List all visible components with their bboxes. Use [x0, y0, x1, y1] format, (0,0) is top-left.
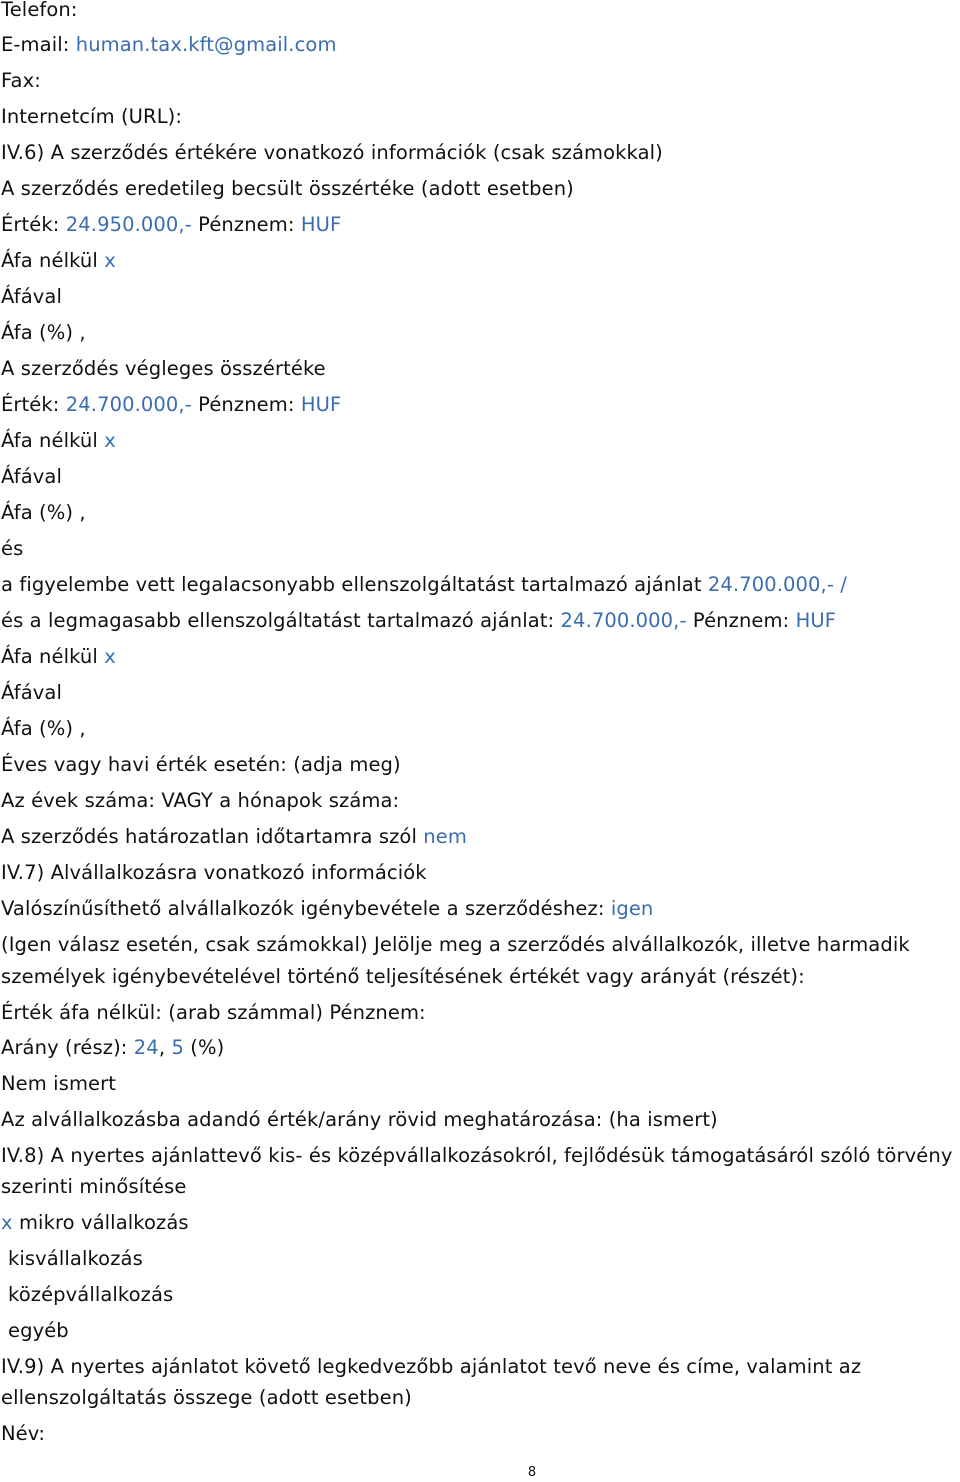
email-line	[1, 33, 337, 57]
name-line: Név:	[1, 1422, 46, 1445]
section-iv9-heading-line-1: IV.9) A nyertes ajánlatot követő legkedvezőbb ajánlatot tevő neve és címe, valamint az	[1, 1355, 862, 1378]
section-iv7-heading: IV.7) Alvállalkozásra vonatkozó információk	[1, 861, 427, 884]
indefinite-term-value: nem	[423, 825, 467, 848]
ratio-separator: ,	[158, 1036, 166, 1059]
lowest-offer-line	[1, 573, 847, 597]
subcontract-detail-line-2: személyek igénybevételével történő teljesítésének értékét vagy arányát (részét):	[1, 965, 805, 988]
years-months-line: Az évek száma: VAGY a hónapok száma:	[1, 789, 400, 812]
url-label: Internetcím (URL):	[1, 105, 183, 128]
no-vat-label: Áfa nélkül	[1, 249, 98, 272]
highest-offer-value: 24.700.000,-	[560, 609, 687, 632]
email-label: E-mail:	[1, 33, 70, 56]
original-no-vat-line	[1, 249, 116, 273]
currency-label: Pénznem:	[198, 393, 295, 416]
range-no-vat-line	[1, 645, 116, 669]
original-value-title: A szerződés eredetileg becsült összértéke (adott esetben)	[1, 177, 574, 200]
ratio-decimal: 5	[171, 1036, 184, 1059]
final-with-vat-line: Áfával	[1, 465, 62, 488]
phone-line	[1, 0, 78, 22]
subcontractor-likely-line	[1, 897, 653, 921]
other-enterprise-line: egyéb	[8, 1319, 69, 1342]
subcontractor-likely-label: Valószínűsíthető alvállalkozók igénybevétele a szerződéshez:	[1, 897, 605, 920]
section-iv6-heading: IV.6) A szerződés értékére vonatkozó információk (csak számokkal)	[1, 141, 663, 164]
micro-enterprise-label: mikro vállalkozás	[18, 1211, 189, 1234]
no-vat-mark: x	[104, 429, 116, 452]
subcontract-ratio-line	[1, 1036, 224, 1060]
value-label: Érték:	[1, 213, 60, 236]
indefinite-term-label: A szerződés határozatlan időtartamra szól	[1, 825, 417, 848]
range-vat-pct-line: Áfa (%) ,	[1, 717, 86, 740]
range-with-vat-line: Áfával	[1, 681, 62, 704]
unknown-line: Nem ismert	[1, 1072, 117, 1095]
no-vat-mark: x	[104, 249, 116, 272]
currency-label: Pénznem:	[692, 609, 790, 632]
final-value-line	[1, 393, 341, 417]
ratio-label: Arány (rész):	[1, 1036, 128, 1059]
micro-enterprise-mark: x	[1, 1211, 13, 1234]
small-enterprise-line: kisvállalkozás	[8, 1247, 143, 1270]
fax-line	[1, 69, 41, 93]
subcontract-value-line: Érték áfa nélkül: (arab számmal) Pénznem:	[1, 1001, 426, 1024]
subcontractor-likely-value: igen	[610, 897, 654, 920]
phone-label: Telefon:	[1, 0, 78, 21]
url-line	[1, 105, 182, 129]
ratio-integer: 24	[133, 1036, 159, 1059]
no-vat-mark: x	[104, 645, 116, 668]
medium-enterprise-line: középvállalkozás	[8, 1283, 174, 1306]
subcontract-detail-line-1: (Igen válasz esetén, csak számokkal) Jelölje meg a szerződés alvállalkozók, illetve harmadik	[1, 933, 910, 956]
original-with-vat-line: Áfával	[1, 285, 62, 308]
original-value-line	[1, 213, 341, 237]
final-no-vat-line	[1, 429, 116, 453]
micro-enterprise-line	[1, 1211, 189, 1235]
currency-label: Pénznem:	[198, 213, 295, 236]
section-iv8-heading-line-1: IV.8) A nyertes ajánlattevő kis- és középvállalkozásokról, fejlődésük támogatásáról szóló törvény	[1, 1144, 953, 1167]
page-number: 8	[527, 1465, 537, 1480]
final-value: 24.700.000,-	[65, 393, 192, 416]
section-iv9-heading-line-2: ellenszolgáltatás összege (adott esetben)	[1, 1386, 412, 1409]
no-vat-label: Áfa nélkül	[1, 645, 98, 668]
and-line: és	[1, 537, 24, 560]
final-value-title: A szerződés végleges összértéke	[1, 357, 326, 380]
original-vat-pct-line: Áfa (%) ,	[1, 321, 86, 344]
highest-offer-label: és a legmagasabb ellenszolgáltatást tartalmazó ajánlat:	[1, 609, 555, 632]
highest-currency: HUF	[795, 609, 837, 632]
original-value: 24.950.000,-	[65, 213, 192, 236]
fax-label: Fax:	[1, 69, 41, 92]
indefinite-term-line	[1, 825, 467, 849]
subcontract-short-desc-line: Az alvállalkozásba adandó érték/arány rövid meghatározása: (ha ismert)	[1, 1108, 718, 1131]
ratio-unit: (%)	[190, 1036, 225, 1059]
section-iv8-heading-line-2: szerinti minősítése	[1, 1175, 187, 1198]
original-currency: HUF	[300, 213, 342, 236]
final-vat-pct-line: Áfa (%) ,	[1, 501, 86, 524]
final-currency: HUF	[300, 393, 342, 416]
lowest-offer-value: 24.700.000,- /	[707, 573, 847, 596]
no-vat-label: Áfa nélkül	[1, 429, 98, 452]
highest-offer-line	[1, 609, 836, 633]
value-label: Érték:	[1, 393, 60, 416]
annual-value-line: Éves vagy havi érték esetén: (adja meg)	[1, 753, 401, 776]
email-value[interactable]: human.tax.kft@gmail.com	[75, 33, 337, 56]
lowest-offer-label: a figyelembe vett legalacsonyabb ellenszolgáltatást tartalmazó ajánlat	[1, 573, 702, 596]
